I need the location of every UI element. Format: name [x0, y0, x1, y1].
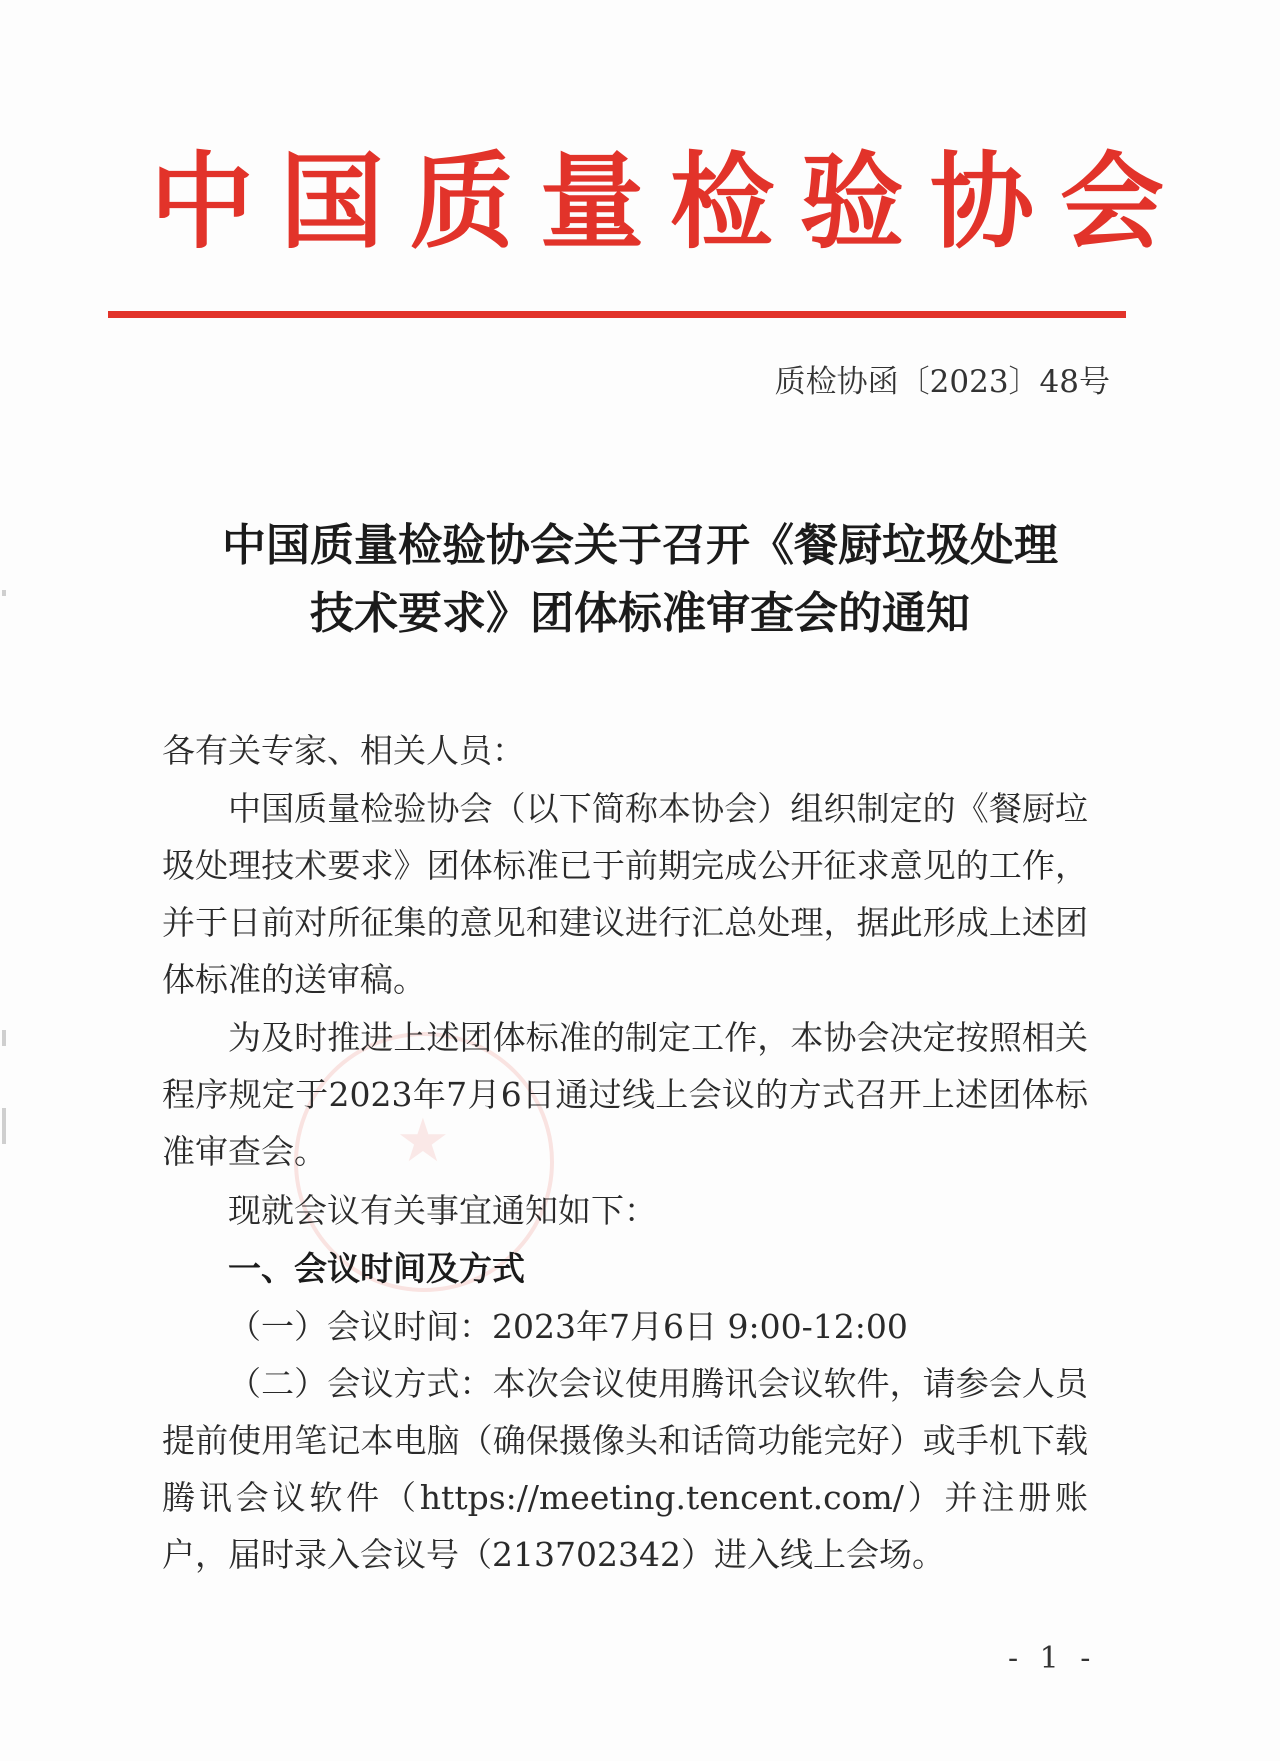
- scan-edge-mark: [2, 1108, 6, 1144]
- notice-title: [150, 512, 1130, 648]
- paragraph-notice-lead: 现就会议有关事宜通知如下：: [228, 1191, 657, 1230]
- scan-edge-mark: [2, 590, 6, 596]
- notice-title-line1: 中国质量检验协会关于召开《餐厨垃圾处理: [222, 520, 1058, 571]
- notice-title-line2: 技术要求》团体标准审查会的通知: [310, 588, 970, 639]
- paragraph-intro: 中国质量检验协会（以下简称本协会）组织制定的《餐厨垃圾处理技术要求》团体标准已于前期完成公开征求意见的工作，并于日前对所征集的意见和建议进行汇总处理，据此形成上述团体标准的送审稿。: [162, 789, 1088, 999]
- meeting-method-item: （二）会议方式：本次会议使用腾讯会议软件，请参会人员提前使用笔记本电脑（确保摄像头和话筒功能完好）或手机下载腾讯会议软件（https://meeting.tencent.com/）并注册账户，届时录入会议号（213702342）进入线上会场。: [162, 1364, 1088, 1574]
- meeting-time-item: （一）会议时间：2023年7月6日 9:00-12:00: [228, 1307, 908, 1346]
- scan-edge-mark: [2, 1030, 6, 1046]
- paragraph-decision: 为及时推进上述团体标准的制定工作，本协会决定按照相关程序规定于2023年7月6日通过线上会议的方式召开上述团体标准审查会。: [162, 1018, 1088, 1171]
- salutation: 各有关专家、相关人员：: [162, 731, 525, 770]
- document-number: 质检协函〔2023〕48号: [774, 364, 1110, 400]
- letterhead-red-rule: [108, 311, 1126, 318]
- seal-star-icon: ★: [396, 1106, 450, 1176]
- page-number: - 1 -: [1008, 1641, 1097, 1676]
- org-letterhead: 中国质量检验协会: [150, 140, 1191, 263]
- section-heading-meeting-time: 一、会议时间及方式: [228, 1249, 525, 1288]
